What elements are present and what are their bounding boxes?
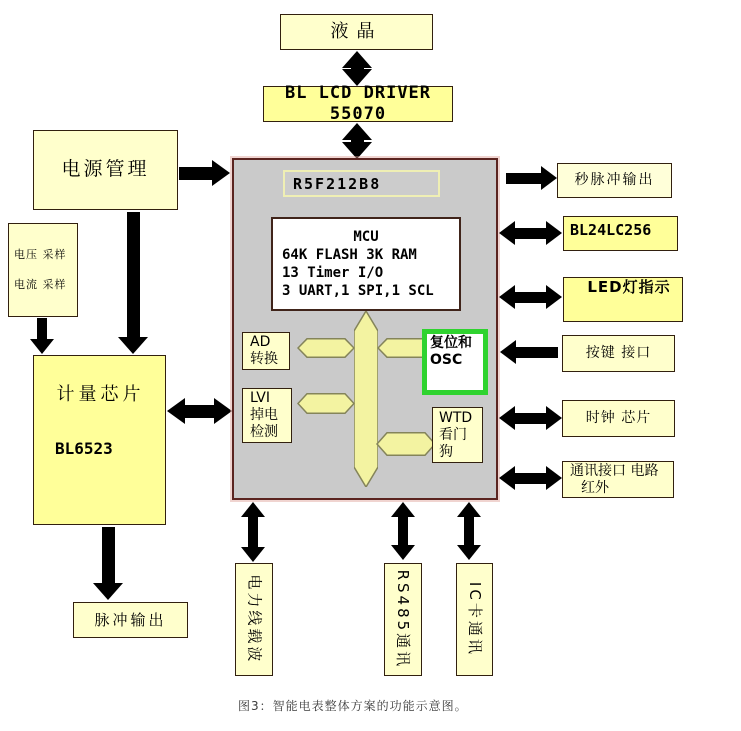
arrow-mcu-plc-bidirectional bbox=[240, 502, 266, 562]
mcu-core-line: 13 Timer I/O bbox=[282, 265, 384, 281]
figure-caption: 图3：智能电表整体方案的功能示意图。 bbox=[238, 699, 468, 713]
watchdog-line: WTD bbox=[439, 409, 473, 426]
current-sampling-label: 电流 采样 bbox=[14, 278, 67, 291]
lcd-box bbox=[280, 14, 433, 50]
reset-osc-box bbox=[422, 329, 488, 395]
bus-connector-lvi bbox=[297, 393, 355, 414]
comm-interface-line2: 红外 bbox=[581, 479, 609, 496]
plc-box bbox=[235, 563, 273, 676]
lcd-label: 液晶 bbox=[330, 20, 383, 42]
comm-interface-box bbox=[562, 461, 674, 498]
bus-connector-watchdog bbox=[376, 432, 436, 456]
comm-interface-line1: 通讯接口 电路 bbox=[570, 462, 659, 479]
eeprom-box bbox=[563, 216, 678, 251]
key-interface-label: 按键 接口 bbox=[585, 344, 652, 361]
ic-card-box bbox=[456, 563, 493, 676]
bus-connector-ad bbox=[297, 338, 355, 358]
mcu-internal-bus bbox=[354, 311, 378, 487]
metering-chip-part: BL6523 bbox=[55, 439, 113, 458]
voltage-sampling-label: 电压 采样 bbox=[14, 248, 67, 262]
pulse-output-box bbox=[73, 602, 188, 638]
lcd-driver-label: BL LCD DRIVER 55070 bbox=[284, 82, 432, 124]
lvi-line: 掉电 bbox=[250, 407, 278, 423]
ad-converter-line: AD bbox=[250, 334, 271, 350]
rs485-box bbox=[384, 563, 422, 676]
reset-osc-line: OSC bbox=[430, 352, 463, 368]
second-pulse-output-box bbox=[557, 163, 672, 198]
arrow-mcu-led-bidirectional bbox=[499, 285, 562, 309]
arrow-mcu-to-lcd-driver bbox=[342, 123, 372, 159]
arrow-mcu-to-second-pulse bbox=[506, 166, 557, 190]
mcu-core-title: MCU bbox=[353, 229, 379, 245]
mcu-core-box bbox=[271, 217, 461, 311]
led-indicator-label: LED灯指示 bbox=[587, 278, 671, 296]
eeprom-label: BL24LC256 bbox=[570, 221, 652, 239]
lvi-line: 检测 bbox=[250, 424, 278, 440]
lvi-detect-box bbox=[242, 388, 292, 443]
lcd-driver-box bbox=[263, 82, 453, 124]
mcu-core-line: 64K FLASH 3K RAM bbox=[282, 247, 417, 263]
arrow-power-to-metering bbox=[118, 212, 148, 354]
led-indicator-box bbox=[563, 277, 683, 322]
arrow-metering-mcu-bidirectional bbox=[167, 397, 232, 425]
metering-chip-box bbox=[33, 355, 166, 525]
ic-card-label: IC卡通讯 bbox=[465, 582, 484, 657]
power-management-label: 电源管理 bbox=[61, 158, 150, 181]
ad-converter-box bbox=[242, 332, 290, 370]
plc-label: 电力线载波 bbox=[245, 574, 264, 665]
second-pulse-output-label: 秒脉冲输出 bbox=[574, 171, 655, 188]
mcu-part-label: R5F212B8 bbox=[293, 174, 382, 193]
arrow-lcd-driver-to-lcd bbox=[342, 51, 372, 86]
arrow-mcu-comm-bidirectional bbox=[499, 466, 562, 490]
arrow-sampling-to-metering bbox=[29, 318, 55, 354]
arrow-metering-to-pulse-output bbox=[93, 527, 123, 600]
arrow-keys-to-mcu bbox=[500, 340, 558, 364]
key-interface-box bbox=[562, 335, 675, 372]
watchdog-line: 看门 bbox=[439, 426, 467, 443]
lvi-line: LVI bbox=[250, 390, 270, 406]
arrow-mcu-eeprom-bidirectional bbox=[499, 221, 562, 245]
mcu-part-label-box bbox=[283, 170, 440, 197]
sampling-box bbox=[8, 223, 78, 317]
ad-converter-line: 转换 bbox=[250, 351, 278, 367]
watchdog-box bbox=[432, 407, 483, 463]
metering-chip-label: 计量芯片 bbox=[56, 384, 145, 405]
arrow-power-to-mcu bbox=[179, 160, 230, 186]
arrow-mcu-clock-bidirectional bbox=[499, 406, 562, 430]
clock-chip-label: 时钟 芯片 bbox=[585, 409, 652, 426]
rs485-label: RS485通讯 bbox=[394, 569, 413, 670]
power-management-box bbox=[33, 130, 178, 210]
arrow-mcu-rs485-bidirectional bbox=[390, 502, 416, 560]
clock-chip-box bbox=[562, 400, 675, 437]
watchdog-line: 狗 bbox=[439, 443, 453, 460]
reset-osc-line: 复位和 bbox=[430, 335, 472, 351]
mcu-core-line: 3 UART,1 SPI,1 SCL bbox=[282, 283, 434, 299]
arrow-mcu-ic-card-bidirectional bbox=[456, 502, 482, 560]
pulse-output-label: 脉冲输出 bbox=[94, 610, 167, 629]
